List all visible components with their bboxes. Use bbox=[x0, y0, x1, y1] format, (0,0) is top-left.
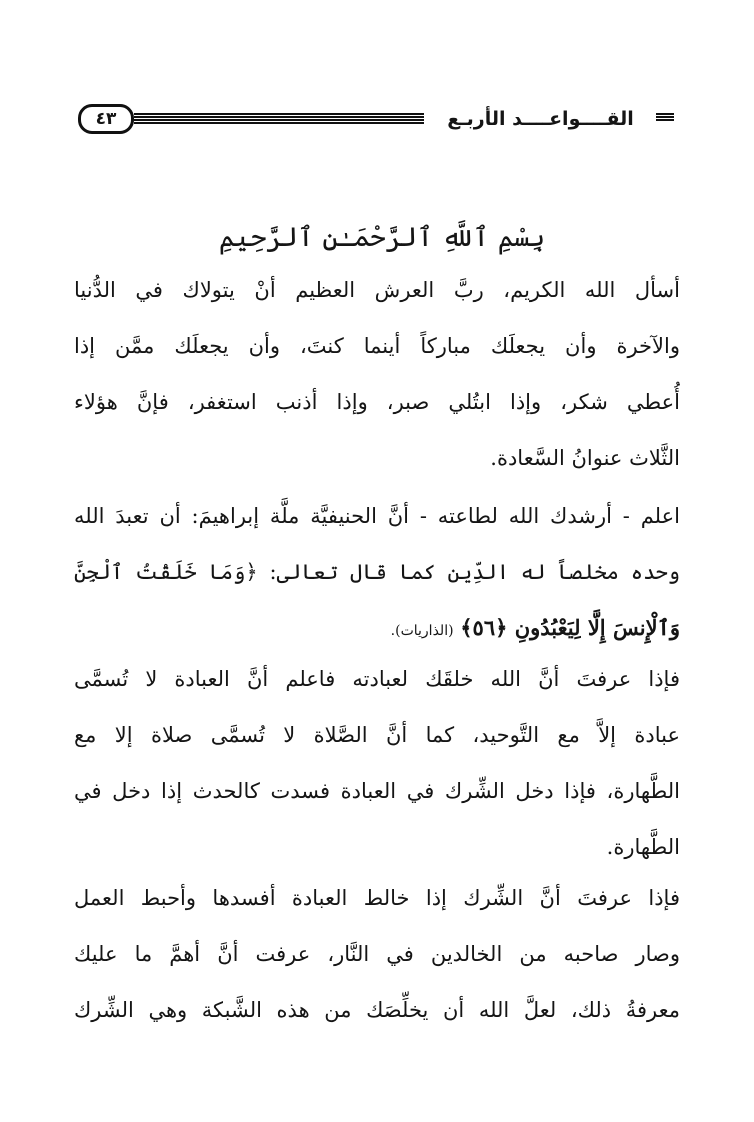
text-line: فإذا عرفتَ أنَّ الشِّرك إذا خالط العبادة أفسدها وأحبط العمل bbox=[74, 886, 680, 910]
paragraph-2 bbox=[74, 488, 680, 656]
text-line: الثَّلاث عنوانُ السَّعادة. bbox=[490, 446, 680, 470]
paragraph-4 bbox=[74, 870, 680, 1038]
header-ornament bbox=[656, 113, 674, 121]
text-line bbox=[74, 600, 680, 656]
text-line: اعلم - أرشدك الله لطاعته - أنَّ الحنيفيَّة ملَّة إبراهيمَ: أن تعبدَ الله bbox=[74, 504, 680, 528]
quran-verse: وَٱلْإِنسَ إِلَّا لِيَعْبُدُونِ ﴿٥٦﴾ bbox=[460, 615, 680, 640]
text-line: عبادة إلاَّ مع التَّوحيد، كما أنَّ الصَّلاة لا تُسمَّى صلاة إلا مع bbox=[74, 723, 680, 747]
text-line: أُعطي شكر، وإذا ابتُلي صبر، وإذا أذنب استغفر، فإنَّ هؤلاء bbox=[74, 390, 680, 414]
running-title: القــــواعــــد الأربـع bbox=[447, 108, 634, 130]
text-line: وصار صاحبه من الخالدين في النَّار، عرفت أنَّ أهمَّ ما عليك bbox=[74, 942, 680, 966]
basmala: بِسْمِ ٱللَّهِ ٱلرَّحْمَـٰنِ ٱلرَّحِيمِ bbox=[218, 222, 546, 253]
text-line: الطَّهارة، فإذا دخل الشِّرك في العبادة فسدت كالحدث إذا دخل في bbox=[74, 779, 680, 803]
paragraph-1 bbox=[74, 262, 680, 486]
surah-citation: (الذاريات). bbox=[390, 623, 454, 639]
text-line: الطَّهارة. bbox=[606, 835, 680, 859]
text-line: فإذا عرفتَ أنَّ الله خلقَك لعبادته فاعلم أنَّ العبادة لا تُسمَّى bbox=[74, 667, 680, 691]
header-rule bbox=[134, 113, 424, 124]
page-header bbox=[78, 104, 676, 138]
text-line: والآخرة وأن يجعلَك مباركاً أينما كنتَ، وأن يجعلَك ممَّن إذا bbox=[74, 334, 680, 358]
text-line: معرفةُ ذلك، لعلَّ الله أن يخلِّصَك من هذه الشَّبكة وهي الشِّرك bbox=[74, 998, 680, 1022]
paragraph-3 bbox=[74, 651, 680, 875]
text-line: وحده مخلصاً له الدِّين كما قال تعالى: ﴿وَمَا خَلَقْتُ ٱلْجِنَّ bbox=[74, 560, 680, 584]
page-number: ٤٣ bbox=[78, 104, 134, 134]
text-line: أسأل الله الكريم، ربَّ العرش العظيم أنْ يتولاك في الدُّنيا bbox=[74, 278, 680, 302]
